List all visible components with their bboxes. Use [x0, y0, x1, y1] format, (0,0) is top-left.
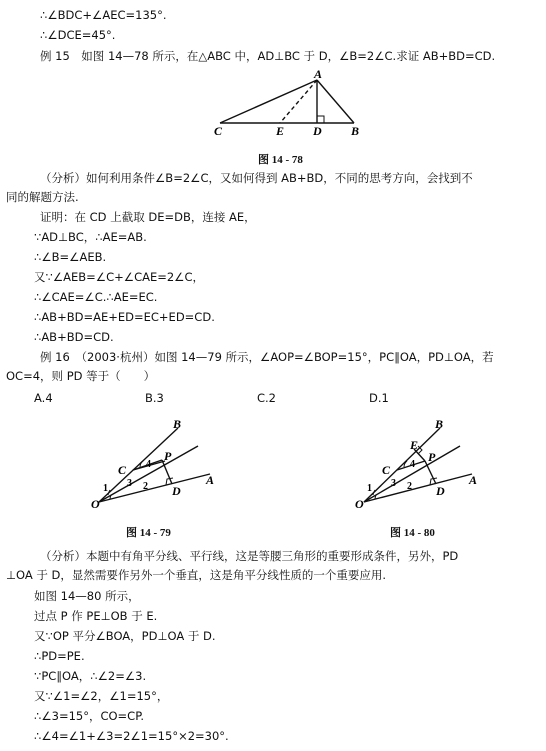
- proof-line: ∴AB+BD=CD.: [34, 330, 114, 344]
- figure-caption: 图 14 - 78: [258, 154, 303, 166]
- text-line: ∴∠BDC+∠AEC=135°.: [40, 8, 167, 22]
- solution-line: 过点 P 作 PE⊥OB 于 E.: [34, 609, 158, 623]
- label-e: E: [410, 438, 419, 452]
- angle-2-label: 2: [143, 481, 148, 492]
- angle-2-label: 2: [407, 481, 412, 492]
- angle-4-label: 4: [146, 459, 151, 470]
- label-a: A: [206, 473, 215, 487]
- proof-line: ∴∠B=∠AEB.: [34, 250, 107, 264]
- angle-1-label: 1: [367, 483, 372, 494]
- solution-line: 又∵∠1=∠2，∠1=15°，: [34, 689, 169, 703]
- label-o: O: [91, 497, 100, 511]
- angle-3-label: 3: [391, 478, 396, 489]
- proof-line: ∵AD⊥BC，∴AE=AB.: [34, 230, 147, 244]
- label-a: A: [469, 473, 478, 487]
- label-p: P: [428, 450, 436, 464]
- label-d: D: [172, 484, 181, 498]
- example-15-statement: 例 15 如图 14—78 所示，在△ABC 中，AD⊥BC 于 D，∠B=2∠C.求证 AB+BD=CD.: [40, 49, 496, 63]
- option-a: A.4: [34, 391, 53, 405]
- label-e: E: [276, 124, 285, 138]
- analysis-line: 同的解题方法.: [6, 190, 79, 204]
- proof-line: ∴∠CAE=∠C.∴AE=EC.: [34, 290, 158, 304]
- proof-line: ∴AB+BD=AE+ED=EC+ED=CD.: [34, 310, 215, 324]
- analysis-line: （分析）如何利用条件∠B=2∠C，又如何得到 AB+BD，不同的思考方向，会找到不: [40, 171, 473, 185]
- label-d: D: [436, 484, 445, 498]
- label-d: D: [313, 124, 322, 138]
- analysis-line: （分析）本题中有角平分线、平行线，这是等腰三角形的重要形成条件，另外，PD: [40, 549, 459, 563]
- example-16-statement: OC=4，则 PD 等于（ ）: [6, 369, 156, 383]
- label-o: O: [355, 497, 364, 511]
- label-c: C: [118, 463, 127, 477]
- label-b: B: [435, 417, 444, 431]
- option-c: C.2: [257, 391, 277, 405]
- angle-3-label: 3: [127, 478, 132, 489]
- ray-oa: [364, 474, 472, 502]
- label-b: B: [173, 417, 182, 431]
- label-a: A: [314, 67, 323, 81]
- proof-line: 证明：在 CD 上截取 DE=DB，连接 AE，: [40, 210, 256, 224]
- text-line: ∴∠DCE=45°.: [40, 28, 116, 42]
- option-d: D.1: [369, 391, 389, 405]
- solution-line: ∵PC∥OA，∴∠2=∠3.: [34, 669, 147, 683]
- solution-line: 又∵OP 平分∠BOA，PD⊥OA 于 D.: [34, 629, 216, 643]
- solution-line: 如图 14—80 所示，: [34, 589, 140, 603]
- solution-line: ∴PD=PE.: [34, 649, 85, 663]
- figure-caption: 图 14 - 80: [390, 527, 435, 539]
- label-c: C: [214, 124, 223, 138]
- analysis-line: ⊥OA 于 D，显然需要作另外一个垂直，这是角平分线性质的一个重要应用.: [6, 568, 387, 582]
- label-b: B: [351, 124, 360, 138]
- solution-line: ∴∠4=∠1+∠3=2∠1=15°×2=30°.: [34, 729, 229, 743]
- example-16-statement: 例 16 （2003·杭州）如图 14—79 所示，∠AOP=∠BOP=15°，PC∥OA，PD⊥OA，若: [40, 350, 494, 364]
- angle-1-label: 1: [103, 483, 108, 494]
- solution-line: ∴∠3=15°，CO=CP.: [34, 709, 145, 723]
- figure-caption: 图 14 - 79: [126, 527, 171, 539]
- label-p: P: [164, 449, 172, 463]
- option-b: B.3: [145, 391, 164, 405]
- angle-4-label: 4: [410, 459, 415, 470]
- proof-line: 又∵∠AEB=∠C+∠CAE=2∠C，: [34, 270, 205, 284]
- label-c: C: [382, 463, 391, 477]
